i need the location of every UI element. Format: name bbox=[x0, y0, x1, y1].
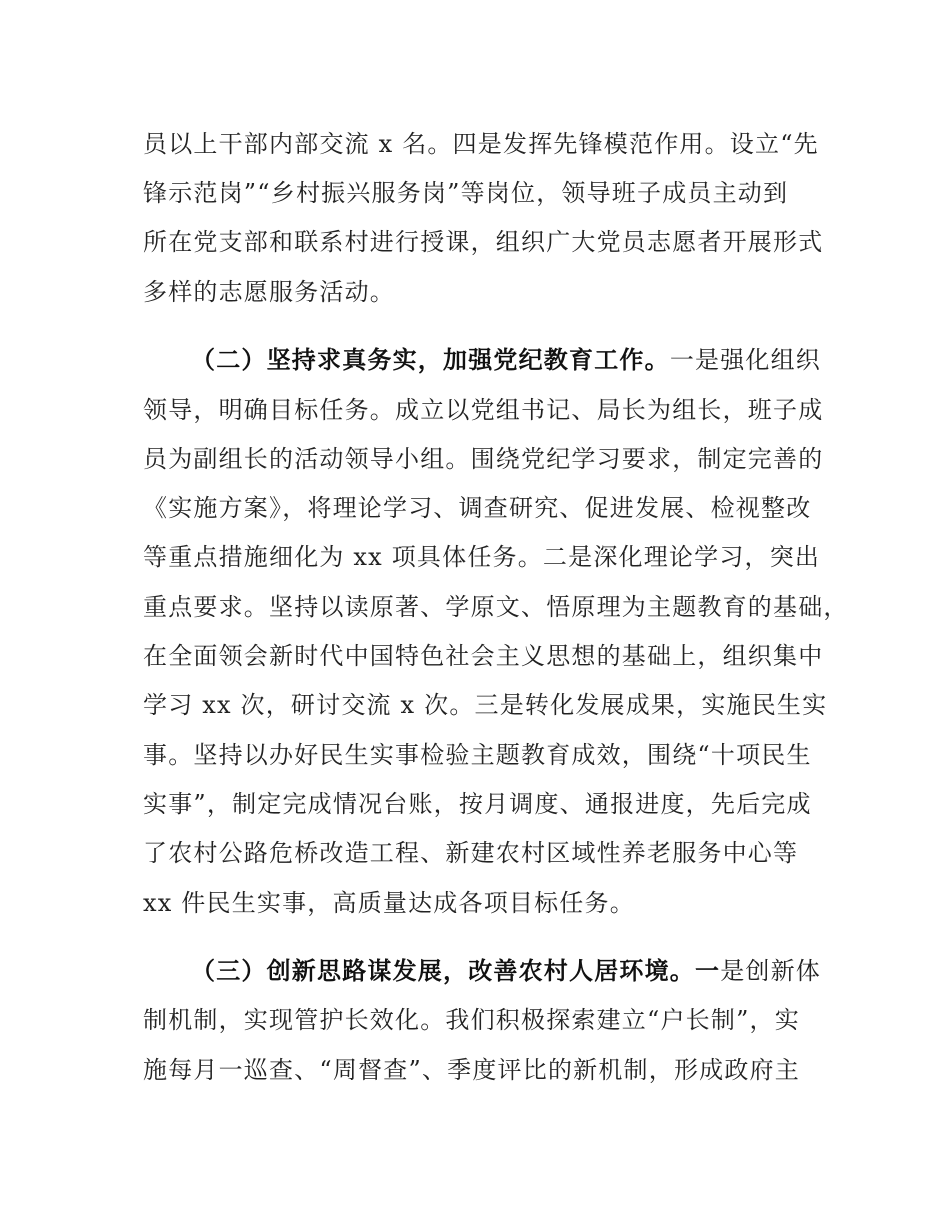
paragraph-3-line: 制机制，实现管护长效化。我们积极探索建立“户长制”，实 bbox=[143, 1006, 800, 1034]
paragraph-2-first-line bbox=[191, 344, 821, 376]
paragraph-2-line: 等重点措施细化为 xx 项具体任务。二是深化理论学习，突出 bbox=[143, 543, 821, 571]
paragraph-2-line: 重点要求。坚持以读原著、学原文、悟原理为主题教育的基础， bbox=[143, 593, 849, 621]
paragraph-1-line: 锋示范岗”“乡村振兴服务岗”等岗位，领导班子成员主动到 bbox=[143, 179, 789, 207]
paragraph-2-line: 领导，明确目标任务。成立以党组书记、局长为组长，班子成 bbox=[143, 396, 824, 424]
paragraph-2-line: 《实施方案》，将理论学习、调查研究、促进发展、检视整改 bbox=[143, 494, 812, 522]
paragraph-2-line: 了农村公路危桥改造工程、新建农村区域性养老服务中心等 bbox=[143, 839, 799, 867]
paragraph-3-first-line-text: 是创新体 bbox=[720, 957, 822, 985]
paragraph-1-line: 员以上干部内部交流 x 名。四是发挥先锋模范作用。设立“先 bbox=[143, 130, 819, 158]
paragraph-3-first-line-bold-text: 一 bbox=[695, 957, 721, 985]
paragraph-1-line: 所在党支部和联系村进行授课，组织广大党员志愿者开展形式 bbox=[143, 228, 824, 256]
paragraph-3-line: 施每月一巡查、“周督查”、季度评比的新机制，形成政府主 bbox=[143, 1056, 800, 1084]
section-3-heading: （三）创新思路谋发展，改善农村人居环境。 bbox=[191, 957, 695, 985]
paragraph-1-line: 多样的志愿服务活动。 bbox=[143, 278, 395, 306]
paragraph-2-line: 事。坚持以办好民生实事检验主题教育成效，围绕“十项民生 bbox=[143, 741, 812, 769]
paragraph-2-line: 学习 xx 次，研讨交流 x 次。三是转化发展成果，实施民生实 bbox=[143, 691, 828, 719]
paragraph-3-first-line bbox=[191, 955, 821, 987]
paragraph-2-line: 在全面领会新时代中国特色社会主义思想的基础上，组织集中 bbox=[143, 642, 824, 670]
paragraph-2-line: xx 件民生实事，高质量达成各项目标任务。 bbox=[143, 889, 635, 917]
paragraph-2-line: 实事”，制定完成情况台账，按月调度、通报进度，先后完成 bbox=[143, 790, 812, 818]
section-2-heading: （二）坚持求真务实，加强党纪教育工作。 bbox=[191, 346, 670, 374]
paragraph-2-line: 员为副组长的活动领导小组。围绕党纪学习要求，制定完善的 bbox=[143, 445, 824, 473]
paragraph-2-first-line-text: 一是强化组织 bbox=[669, 346, 822, 374]
